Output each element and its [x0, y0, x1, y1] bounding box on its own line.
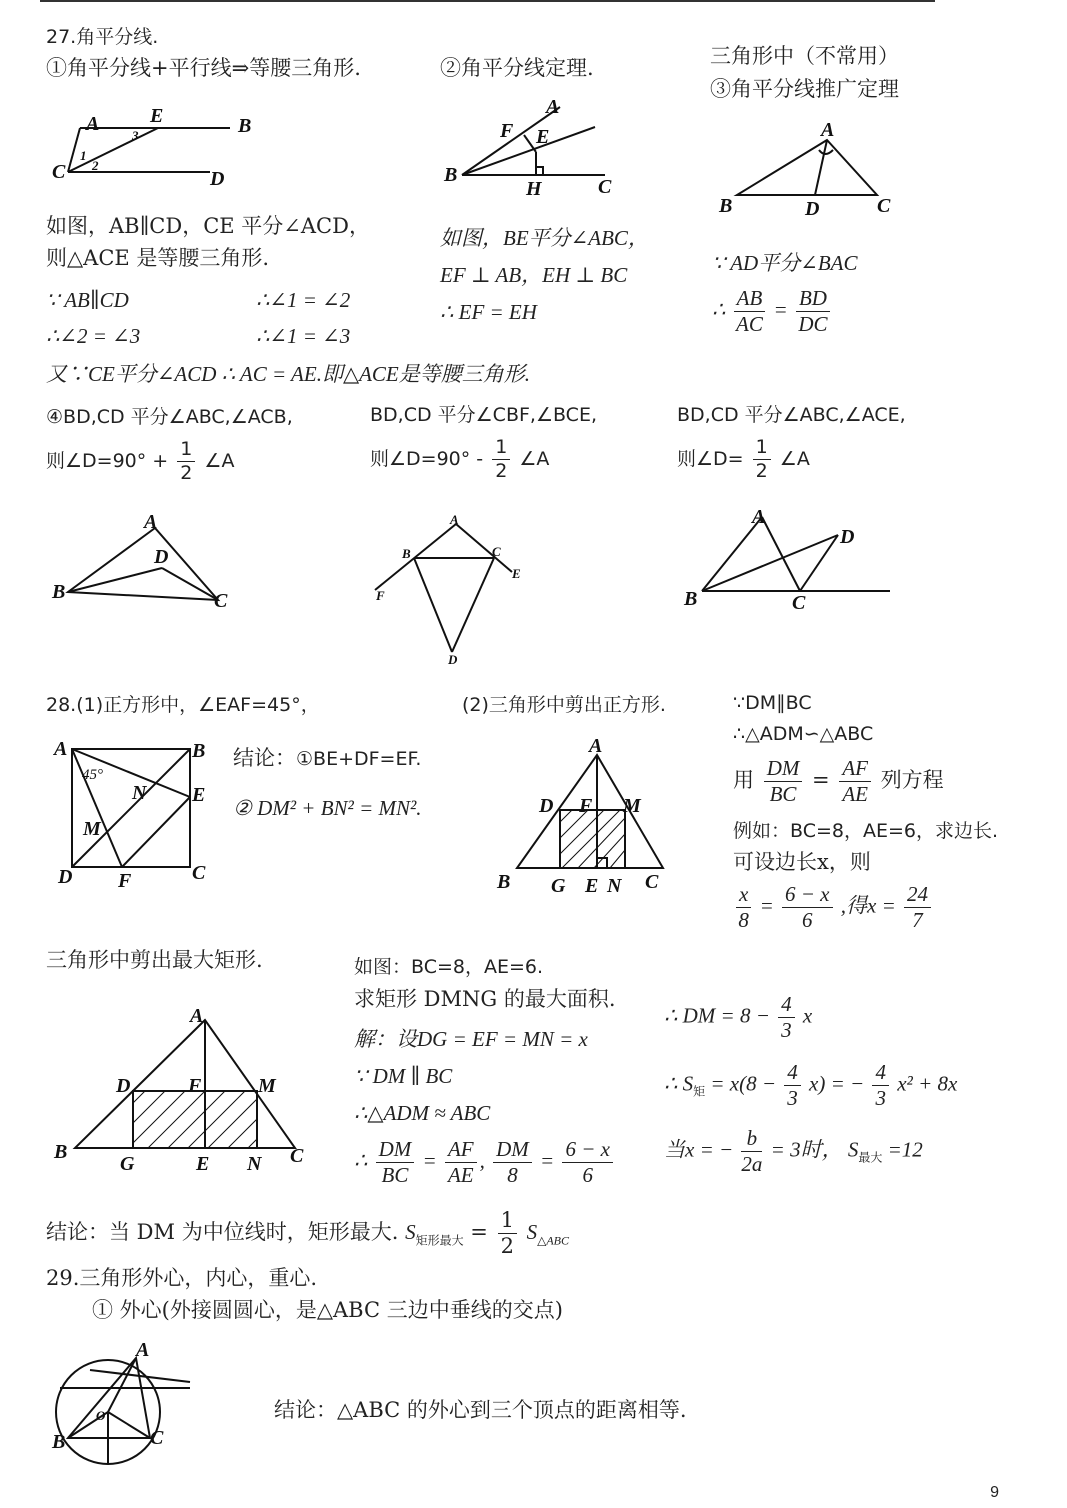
k3-n: b — [741, 1126, 762, 1152]
conc-eq: = — [470, 1220, 488, 1245]
fig1-B: B — [238, 115, 252, 137]
r3-d2: AE — [842, 782, 868, 807]
cc-C: C — [150, 1427, 164, 1449]
rect-C: C — [290, 1145, 304, 1167]
sec27-title: 27.角平分线. — [46, 26, 159, 48]
tri-D: D — [539, 795, 554, 817]
fig-bisector-theorem — [440, 95, 640, 200]
k3-d: 2a — [741, 1152, 763, 1177]
r6b: 则∠D= — [677, 447, 744, 470]
fig-bisector-generalized — [715, 120, 905, 220]
fig1-angle2: 2 — [92, 158, 99, 173]
t2a: 如图，BE平分∠ABC， — [440, 226, 649, 250]
c0: 结论： — [233, 746, 296, 770]
conc — [46, 1208, 569, 1259]
t3-d1: AC — [736, 312, 763, 337]
rect-G: G — [120, 1153, 135, 1175]
r4c: ∠A — [204, 449, 235, 472]
k1-post: x — [802, 1003, 813, 1028]
k2-n1: 4 — [784, 1060, 801, 1086]
k3-end: =12 — [887, 1137, 923, 1162]
fig-circumcenter — [50, 1340, 210, 1470]
k3-sub: 最大 — [858, 1150, 883, 1165]
t1b: 则△ACE 是等腰三角形. — [46, 246, 270, 270]
r6 — [677, 436, 810, 483]
fig5-F: F — [376, 588, 385, 603]
tri-F: F — [579, 795, 593, 817]
p1: ∵ AB∥CD — [46, 288, 129, 312]
t2c: ∴ EF = EH — [440, 300, 537, 324]
r3-n1: DM — [764, 756, 803, 782]
fig1-C: C — [52, 161, 66, 183]
m2: 求矩形 DMNG 的最大面积. — [354, 987, 616, 1011]
fig4-A: A — [144, 511, 158, 533]
m6-comma: , — [479, 1148, 485, 1173]
fig6-C: C — [792, 592, 806, 614]
r6-n2: 6 − x — [782, 882, 833, 908]
k3-pre: 当x = − — [664, 1137, 734, 1162]
tri-M: M — [623, 795, 641, 817]
fig3-B: B — [719, 195, 733, 217]
r2: ∴△ADM∽△ABC — [733, 723, 874, 745]
rect-N: N — [247, 1153, 262, 1175]
k2-b: x) = − — [809, 1071, 865, 1096]
t1a: 如图，AB∥CD，CE 平分∠ACD， — [46, 214, 370, 238]
sq-B: B — [192, 740, 206, 762]
m6-n3: DM — [493, 1137, 532, 1163]
fig1-angle1: 1 — [80, 148, 87, 163]
tri-C: C — [645, 871, 659, 893]
p3: ∴∠2 = ∠3 — [46, 324, 141, 348]
rect-B: B — [54, 1141, 68, 1163]
r5b: 则∠D=90° - — [370, 447, 484, 470]
conc-s: S — [405, 1220, 416, 1245]
m5: ∴△ADM ≈ ABC — [354, 1101, 491, 1125]
r6-n1: x — [736, 882, 751, 908]
r6a: BD,CD 平分∠ABC,∠ACE, — [677, 404, 906, 426]
fig5-B: B — [402, 546, 411, 561]
fig1-angle3: 3 — [132, 128, 139, 143]
sec29-title: 29.三角形外心，内心，重心. — [46, 1266, 318, 1290]
r3-eq: = — [812, 768, 830, 793]
r4b: 则∠D=90° + — [46, 449, 169, 472]
fig2-E: E — [536, 126, 550, 148]
k3-post: = 3时， — [770, 1137, 843, 1162]
r4a: ④BD,CD 平分∠ABC,∠ACB, — [46, 406, 293, 428]
r6-d1: 8 — [738, 908, 749, 933]
fig6-B: B — [684, 588, 698, 610]
fig2-B: B — [444, 164, 458, 186]
r3pre: 用 — [733, 768, 754, 793]
cc-O: O — [96, 1408, 106, 1423]
k1-n: 4 — [778, 992, 795, 1018]
r5: 可设边长x，则 — [733, 850, 871, 874]
k1-d: 3 — [781, 1018, 792, 1043]
sec27-line3b: ③角平分线推广定理 — [710, 77, 899, 101]
rect-D: D — [116, 1075, 131, 1097]
conc-text: 结论：当 DM 为中位线时，矩形最大. — [46, 1220, 399, 1245]
rect-A: A — [190, 1005, 204, 1027]
sq-E: E — [192, 784, 206, 806]
fig6-A: A — [752, 506, 766, 528]
tri-A: A — [589, 735, 603, 757]
k3-s: S — [847, 1137, 859, 1162]
c1: ①BE+DF=EF. — [296, 748, 422, 770]
sq-F: F — [118, 870, 132, 892]
r6-d3: 7 — [912, 908, 923, 933]
p4: ∴∠1 = ∠3 — [256, 324, 351, 348]
r5a: BD,CD 平分∠CBF,∠BCE, — [370, 404, 597, 426]
r6-n3: 24 — [904, 882, 931, 908]
r6-mid: ,得x = — [840, 893, 896, 918]
t4: 又∵CE平分∠ACD ∴ AC = AE.即△ACE是等腰三角形. — [46, 362, 531, 386]
fig3-C: C — [877, 195, 891, 217]
fig-square-45 — [50, 735, 220, 895]
t3a: ∵ AD平分∠BAC — [712, 251, 858, 275]
c2: ② DM² + BN² = MN². — [233, 796, 422, 820]
k2-c: x² + 8x — [897, 1071, 958, 1096]
t3-d2: DC — [798, 312, 828, 337]
tri-E: E — [585, 875, 599, 897]
sq-D: D — [58, 866, 73, 888]
k2-d2: 3 — [875, 1086, 886, 1111]
fig-triangle-square — [495, 730, 695, 900]
fig-mixed-bisectors — [682, 505, 897, 614]
sq-N: N — [132, 782, 147, 804]
conc-n: 1 — [498, 1208, 517, 1234]
r1: ∵DM∥BC — [733, 692, 812, 714]
fig-parallel-bisector — [50, 100, 250, 195]
m6-n2: AF — [445, 1137, 477, 1163]
k3 — [664, 1126, 923, 1177]
fig2-F: F — [500, 120, 514, 142]
sec27-line1: ①角平分线+平行线⇒等腰三角形. — [46, 56, 361, 80]
r4: 例如：BC=8，AE=6，求边长. — [733, 820, 999, 842]
k2-a: = x(8 − — [710, 1071, 777, 1096]
fig1-A: A — [86, 113, 100, 135]
k1-pre: ∴ DM = 8 − — [664, 1003, 770, 1028]
fig2-A: A — [546, 96, 560, 118]
m6-eq2: = — [540, 1148, 555, 1173]
k1 — [664, 992, 812, 1043]
tri-G: G — [551, 875, 566, 897]
t3-n1: AB — [734, 286, 766, 312]
m3: 解：设DG = EF = MN = x — [354, 1027, 588, 1051]
k2-n2: 4 — [872, 1060, 889, 1086]
rect-M: M — [258, 1075, 276, 1097]
tri-B: B — [497, 871, 511, 893]
r4-n: 1 — [177, 438, 195, 462]
m0: 三角形中剪出最大矩形. — [46, 948, 263, 972]
r6-d: 2 — [755, 459, 768, 482]
m6-n4: 6 − x — [562, 1137, 613, 1163]
tri-N: N — [607, 875, 622, 897]
r3-d1: BC — [769, 782, 797, 807]
r3 — [733, 756, 944, 807]
fig5-D: D — [448, 652, 458, 667]
m4: ∵ DM ∥ BC — [354, 1064, 453, 1088]
m6-eq: = — [422, 1148, 437, 1173]
sec29-line1: ① 外心(外接圆圆心，是△ABC 三边中垂线的交点) — [92, 1298, 563, 1322]
m1: 如图：BC=8，AE=6. — [354, 956, 544, 978]
rect-F: F — [188, 1075, 202, 1097]
conc-s2: S — [526, 1220, 538, 1245]
r5-d: 2 — [495, 459, 508, 482]
fig5-C: C — [492, 544, 501, 559]
fig1-D: D — [210, 168, 225, 190]
cc-A: A — [136, 1339, 150, 1361]
fig2-C: C — [598, 176, 612, 198]
m6-d4: 6 — [582, 1163, 593, 1188]
fig4-B: B — [52, 581, 66, 603]
k2-d1: 3 — [787, 1086, 798, 1111]
r4-d: 2 — [180, 461, 193, 484]
fig5-E: E — [512, 566, 521, 581]
k2-pre: ∴ S — [664, 1071, 694, 1096]
p2: ∴∠1 = ∠2 — [256, 288, 351, 312]
t3-eq: = — [773, 297, 788, 322]
r5 — [370, 436, 549, 483]
sq-M: M — [83, 818, 101, 840]
sq-angle: 45° — [82, 767, 103, 783]
fig-internal-bisectors — [50, 510, 250, 615]
t2b: EF ⊥ AB，EH ⊥ BC — [440, 263, 628, 287]
c-line1 — [233, 746, 421, 771]
r5-n: 1 — [492, 436, 510, 460]
m6-d2: AE — [447, 1163, 474, 1188]
fig3-A: A — [821, 119, 835, 141]
sec29-conc: 结论：△ABC 的外心到三个顶点的距离相等. — [274, 1398, 687, 1422]
t3-therefore: ∴ — [712, 297, 726, 322]
r6-n: 1 — [753, 436, 771, 460]
r5c: ∠A — [519, 447, 550, 470]
m6-d1: BC — [381, 1163, 409, 1188]
t3-n2: BD — [796, 286, 830, 312]
fig5-A: A — [450, 512, 459, 527]
r4 — [46, 438, 234, 485]
sec28-h1: 28.(1)正方形中，∠EAF=45°， — [46, 694, 320, 716]
r6 — [733, 882, 934, 933]
m6-n1: DM — [376, 1137, 415, 1163]
conc-sub: 矩形最大 — [415, 1233, 464, 1248]
r3-n2: AF — [839, 756, 871, 782]
fig6-D: D — [840, 526, 855, 548]
m6-d3: 8 — [507, 1163, 518, 1188]
fig-external-bisectors — [370, 512, 540, 667]
m6-pre: ∴ — [354, 1148, 368, 1173]
page-number: 9 — [990, 1484, 999, 1501]
m6 — [354, 1137, 616, 1188]
sq-C: C — [192, 862, 206, 884]
rect-E: E — [196, 1153, 210, 1175]
fig4-D: D — [154, 546, 169, 568]
conc-sub2: △ABC — [537, 1233, 570, 1248]
fig1-E: E — [150, 105, 164, 127]
r6c: ∠A — [779, 447, 810, 470]
conc-d: 2 — [500, 1234, 514, 1259]
r6-eq: = — [759, 893, 774, 918]
cc-B: B — [52, 1431, 66, 1453]
sq-A: A — [54, 738, 68, 760]
sec27-line3a: 三角形中（不常用） — [710, 44, 899, 68]
k2-sub: 矩 — [693, 1084, 706, 1099]
fig-max-rectangle — [50, 1000, 320, 1180]
r3post: 列方程 — [880, 768, 944, 793]
fig3-D: D — [805, 198, 820, 220]
fig4-C: C — [214, 590, 228, 612]
k2 — [664, 1060, 957, 1111]
top-rule — [40, 0, 935, 2]
sec28-h2: (2)三角形中剪出正方形. — [462, 694, 666, 716]
sec27-line2: ②角平分线定理. — [440, 56, 594, 80]
r6-d2: 6 — [802, 908, 813, 933]
fig2-H: H — [526, 178, 542, 200]
t3-ratio — [712, 286, 833, 337]
